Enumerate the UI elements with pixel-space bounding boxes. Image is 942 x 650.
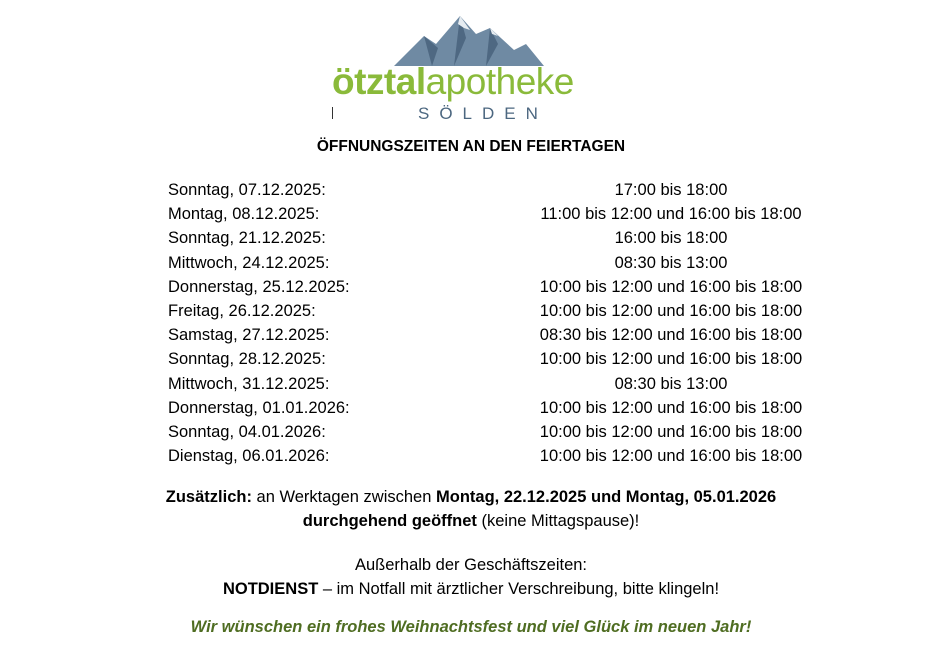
page-title: ÖFFNUNGSZEITEN AN DEN FEIERTAGEN (316, 138, 626, 155)
schedule-row (168, 299, 818, 323)
schedule-hours: 08:30 bis 13:00 (614, 374, 728, 393)
outside-line-2: – im Notfall mit ärztlicher Verschreibung, bitte klingeln! (318, 580, 720, 598)
schedule-row (168, 444, 818, 468)
schedule-day: Sonntag, 21.12.2025: (168, 229, 326, 248)
brand-subtitle: SÖLDEN (418, 104, 548, 123)
schedule-hours: 08:30 bis 13:00 (614, 253, 728, 272)
schedule-hours: 10:00 bis 12:00 und 16:00 bis 18:00 (539, 447, 803, 466)
schedule-row (168, 347, 818, 371)
schedule-day: Donnerstag, 01.01.2026: (168, 398, 350, 417)
schedule-hours: 10:00 bis 12:00 und 16:00 bis 18:00 (539, 422, 803, 441)
schedule-row (168, 372, 818, 396)
schedule-day: Montag, 08.12.2025: (168, 205, 320, 224)
schedule-row (168, 178, 818, 202)
extra-range: Montag, 22.12.2025 und Montag, 05.01.2026 (436, 488, 777, 506)
schedule-table (168, 178, 818, 468)
schedule-day: Freitag, 26.12.2025: (168, 301, 316, 320)
mountains-icon (394, 14, 544, 66)
schedule-day: Donnerstag, 25.12.2025: (168, 277, 350, 296)
brand-bold: ötztal (332, 61, 426, 102)
extra-note (0, 485, 942, 533)
extra-label: Zusätzlich: (165, 488, 252, 506)
holiday-wish: Wir wünschen ein frohes Weihnachtsfest und viel Glück im neuen Jahr! (190, 618, 752, 636)
schedule-day: Sonntag, 07.12.2025: (168, 181, 326, 199)
schedule-row (168, 275, 818, 299)
emergency-note (0, 553, 942, 601)
schedule-row (168, 396, 818, 420)
schedule-day: Mittwoch, 31.12.2025: (168, 374, 330, 393)
schedule-row (168, 226, 818, 250)
schedule-hours: 10:00 bis 12:00 und 16:00 bis 18:00 (539, 277, 803, 296)
schedule-hours: 08:30 bis 12:00 und 16:00 bis 18:00 (539, 326, 803, 345)
schedule-hours: 10:00 bis 12:00 und 16:00 bis 18:00 (539, 350, 803, 369)
schedule-day: Samstag, 27.12.2025: (168, 326, 330, 345)
brand-light: apotheke (425, 61, 574, 102)
divider (332, 107, 333, 119)
schedule-hours: 16:00 bis 18:00 (614, 229, 728, 248)
emergency-label: NOTDIENST (222, 580, 319, 598)
schedule-hours: 10:00 bis 12:00 und 16:00 bis 18:00 (539, 301, 803, 320)
schedule-hours: 17:00 bis 18:00 (614, 181, 728, 199)
schedule-row (168, 323, 818, 347)
schedule-day: Mittwoch, 24.12.2025: (168, 253, 330, 272)
schedule-day: Sonntag, 04.01.2026: (168, 422, 326, 441)
brand-name (332, 60, 574, 104)
extra-text-1: an Werktagen zwischen (251, 488, 436, 506)
schedule-row (168, 420, 818, 444)
extra-open: durchgehend geöffnet (302, 512, 477, 530)
schedule-row (168, 202, 818, 226)
schedule-hours: 10:00 bis 12:00 und 16:00 bis 18:00 (539, 398, 803, 417)
schedule-hours: 11:00 bis 12:00 und 16:00 bis 18:00 (540, 205, 802, 224)
schedule-day: Sonntag, 28.12.2025: (168, 350, 326, 369)
extra-text-2: (keine Mittagspause)! (476, 512, 640, 530)
pharmacy-logo (0, 0, 942, 130)
outside-line-1: Außerhalb der Geschäftszeiten: (354, 556, 588, 574)
schedule-day: Dienstag, 06.01.2026: (168, 447, 330, 466)
schedule-row (168, 251, 818, 275)
